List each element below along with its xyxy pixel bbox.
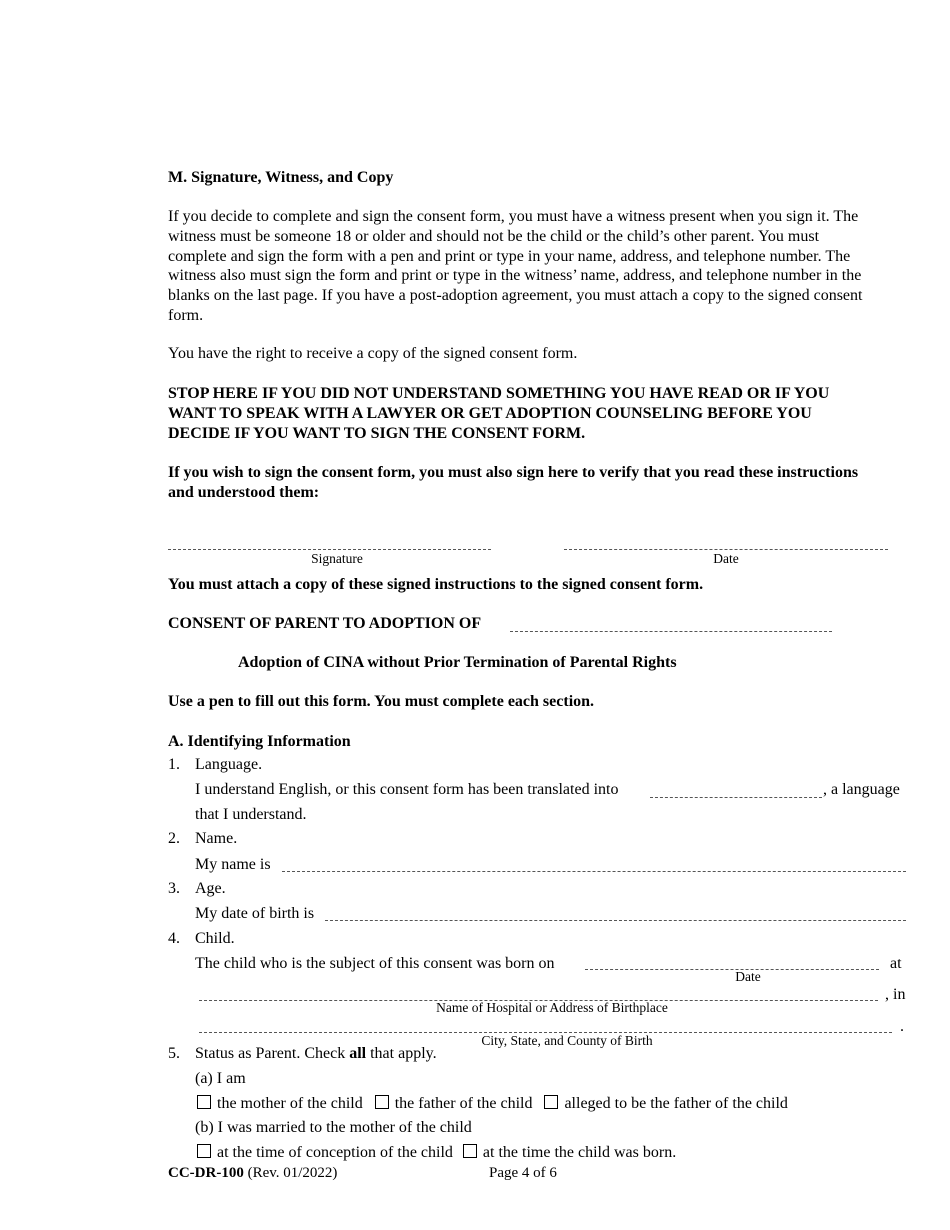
revision: (Rev. 01/2022) bbox=[247, 1165, 338, 1181]
alleged-father-option-label: alleged to be the father of the child bbox=[564, 1095, 788, 1112]
conception-checkbox[interactable] bbox=[197, 1144, 211, 1158]
item-number: 4. bbox=[168, 930, 180, 947]
section-m-heading: M. Signature, Witness, and Copy bbox=[168, 169, 394, 186]
language-label: Language. bbox=[195, 756, 263, 773]
text-line: WANT TO SPEAK WITH A LAWYER OR GET ADOPTION COUNSELING BEFORE YOU bbox=[168, 404, 812, 422]
stop-warning bbox=[168, 384, 829, 443]
text-line: witness must be someone 18 or older and should not be the child or the child’s other parent. You must bbox=[168, 227, 820, 245]
child-name-line[interactable] bbox=[510, 631, 832, 632]
name-line[interactable] bbox=[282, 871, 906, 872]
child-at: at bbox=[890, 955, 902, 972]
child-in: , in bbox=[885, 986, 906, 1003]
status-bold: all bbox=[349, 1045, 367, 1062]
item-number: 1. bbox=[168, 756, 180, 773]
alleged-father-checkbox[interactable] bbox=[544, 1095, 558, 1109]
name-text: My name is bbox=[195, 856, 271, 873]
father-option-label: the father of the child bbox=[394, 1095, 533, 1112]
language-line[interactable] bbox=[650, 797, 822, 798]
text-line: form. bbox=[168, 306, 204, 324]
status-post: that apply. bbox=[370, 1045, 437, 1062]
text-line: blanks on the last page. If you have a post-adoption agreement, you must attach a copy to the signed consent bbox=[168, 287, 863, 305]
dob-text: My date of birth is bbox=[195, 905, 315, 922]
section-a-heading: A. Identifying Information bbox=[168, 733, 351, 750]
status-pre: Status as Parent. Check bbox=[195, 1045, 346, 1062]
language-text: I understand English, or this consent form has been translated into bbox=[195, 781, 619, 798]
pen-instruction: Use a pen to fill out this form. You must complete each section. bbox=[168, 693, 595, 710]
dob-line[interactable] bbox=[325, 920, 906, 921]
page-number: Page 4 of 6 bbox=[489, 1165, 557, 1181]
text-line: STOP HERE IF YOU DID NOT UNDERSTAND SOMETHING YOU HAVE READ OR IF YOU bbox=[168, 385, 830, 402]
child-date-caption: Date bbox=[735, 969, 761, 984]
conception-option-label: at the time of conception of the child bbox=[217, 1144, 453, 1161]
text-line: witness also must sign the form and print or type in the witness’ name, address, and telephone number in the bbox=[168, 267, 862, 285]
a-options bbox=[197, 1095, 788, 1113]
footer-form-id bbox=[168, 1165, 337, 1182]
b-options bbox=[197, 1144, 676, 1162]
child-born-text: The child who is the subject of this consent was born on bbox=[195, 955, 555, 972]
language-cont: that I understand. bbox=[195, 806, 307, 823]
name-label: Name. bbox=[195, 830, 238, 847]
item-number: 3. bbox=[168, 880, 180, 897]
consent-title: CONSENT OF PARENT TO ADOPTION OF bbox=[168, 615, 482, 632]
verify-instruction bbox=[168, 463, 858, 503]
city-caption: City, State, and County of Birth bbox=[481, 1033, 653, 1048]
text-line: complete and sign the form with a pen and print or type in your name, address, and telephone number. The bbox=[168, 247, 851, 265]
copy-right-text: You have the right to receive a copy of the signed consent form. bbox=[168, 345, 578, 362]
mother-checkbox[interactable] bbox=[197, 1095, 211, 1109]
b-label: (b) I was married to the mother of the child bbox=[195, 1119, 472, 1136]
language-post: , a language bbox=[823, 781, 900, 798]
signature-caption: Signature bbox=[311, 551, 363, 566]
hospital-caption: Name of Hospital or Address of Birthplace bbox=[436, 1000, 668, 1015]
consent-subtitle: Adoption of CINA without Prior Termination of Parental Rights bbox=[238, 654, 677, 671]
birth-time-checkbox[interactable] bbox=[463, 1144, 477, 1158]
age-label: Age. bbox=[195, 880, 226, 897]
form-id: CC-DR-100 bbox=[168, 1165, 244, 1181]
text-line: DECIDE IF YOU WANT TO SIGN THE CONSENT FORM. bbox=[168, 424, 586, 442]
date-caption: Date bbox=[713, 551, 739, 566]
attach-note: You must attach a copy of these signed instructions to the signed consent form. bbox=[168, 576, 704, 593]
mother-option-label: the mother of the child bbox=[217, 1095, 363, 1112]
text-line: and understood them: bbox=[168, 483, 320, 501]
text-line: If you wish to sign the consent form, you must also sign here to verify that you read these instructions bbox=[168, 464, 859, 481]
item-number: 5. bbox=[168, 1045, 180, 1062]
date-line[interactable] bbox=[564, 549, 888, 550]
status-label bbox=[195, 1045, 437, 1063]
signature-line[interactable] bbox=[168, 549, 491, 550]
period: . bbox=[900, 1018, 904, 1035]
child-label: Child. bbox=[195, 930, 235, 947]
a-label: (a) I am bbox=[195, 1070, 246, 1087]
text-line: If you decide to complete and sign the consent form, you must have a witness present when you sign it. The bbox=[168, 208, 859, 225]
birth-time-option-label: at the time the child was born. bbox=[482, 1144, 677, 1161]
item-number: 2. bbox=[168, 830, 180, 847]
father-checkbox[interactable] bbox=[375, 1095, 389, 1109]
section-m-paragraph bbox=[168, 207, 862, 326]
